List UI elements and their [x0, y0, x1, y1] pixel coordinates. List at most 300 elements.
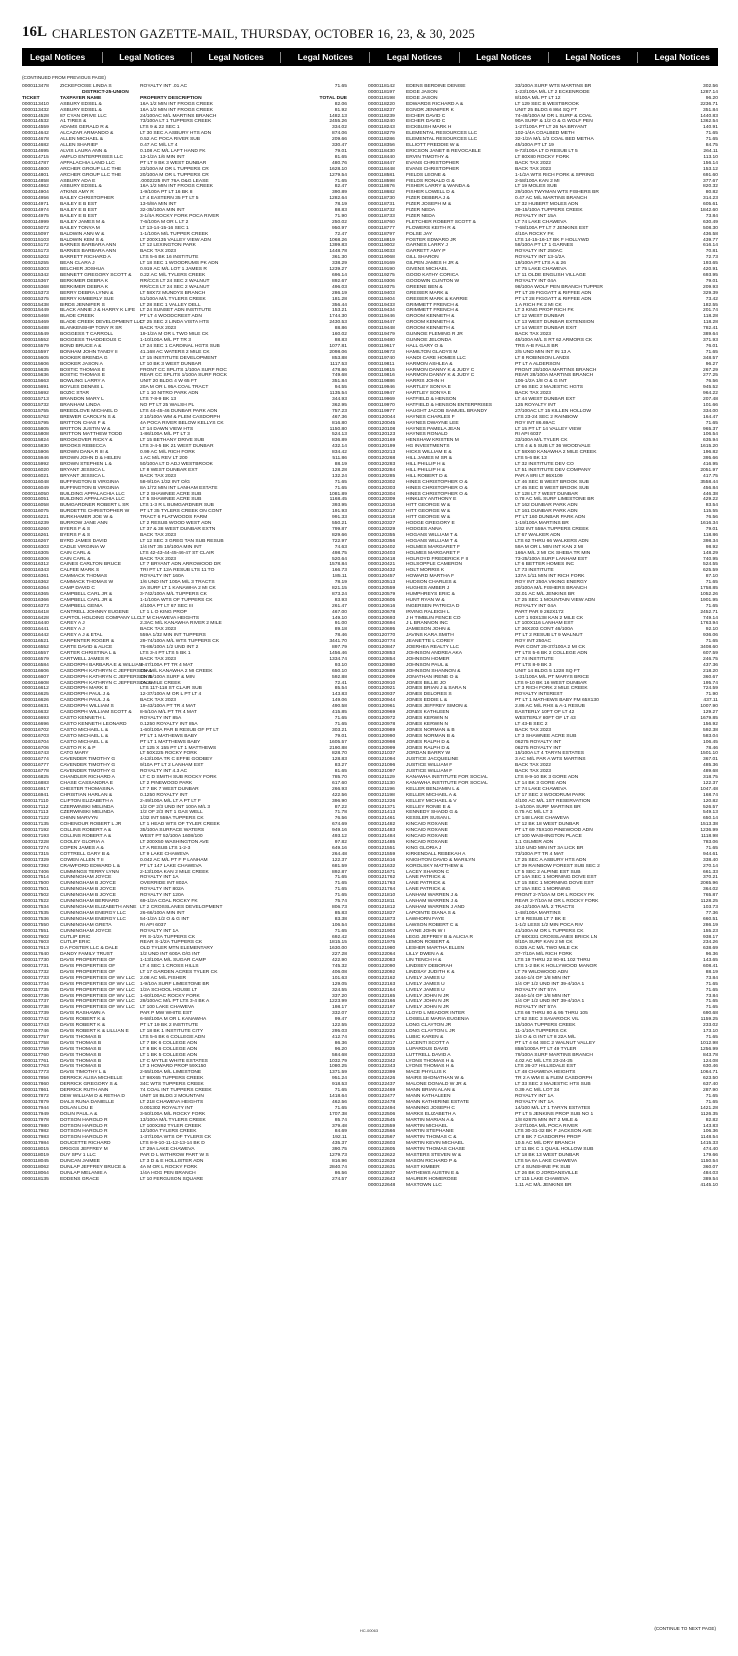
total-cell: 377.67	[703, 178, 718, 184]
taxpayer-cell: BAILEY E B EST	[60, 213, 98, 219]
property-cell: LTS 66 THRU 80 & 95 THRU 105	[515, 1011, 588, 1017]
taxpayer-cell: HOWARD MARTHA F	[406, 574, 455, 580]
taxpayer-cell: GREENE BEN &	[406, 284, 443, 290]
ticket-cell: 0000119433	[368, 302, 395, 308]
property-cell: PT LT 5 JENKINS PROP SUB NO 1	[515, 1111, 594, 1117]
property-cell: 9/10A PT LT 2 LANHAM EST	[140, 763, 204, 769]
total-cell: 71.65	[705, 1034, 718, 1040]
ticket-cell: 0000121810	[368, 893, 396, 899]
property-cell: 1/4 INT 35 19/100A MIN INT	[140, 544, 202, 550]
ticket-cell: 0000114800	[22, 166, 49, 172]
property-cell: 0.108 AC M/L LAFT HAND FK	[140, 148, 206, 154]
total-cell: 128.83	[332, 757, 347, 763]
total-cell: 71.65	[705, 580, 718, 586]
total-cell: 693.95	[703, 273, 718, 278]
property-cell: 2444-1/4 OF 1/8 MIN INT	[515, 975, 571, 981]
property-cell: 3 AC M/L PAR A WTS MARTINS	[515, 757, 586, 763]
taxpayer-cell: ARCHER GROUP LLC THE	[60, 166, 122, 172]
ticket-cell: 0000117535	[22, 910, 49, 916]
taxpayer-cell: COWEN ALLEN T II	[60, 857, 104, 863]
ticket-cell: 0000121827	[368, 910, 396, 916]
property-cell: LT 29A LAKE CHAWEVA	[140, 1147, 195, 1153]
total-cell: 88.83	[334, 208, 347, 214]
ticket-cell: 0000121812	[368, 904, 396, 910]
property-cell: 1-60/100A PAR B RESUB OF PT LT	[140, 727, 219, 733]
taxpayer-cell: MANN KATHERINE ESTATE	[406, 1099, 470, 1105]
taxpayer-cell: DAVIS THOMAS B	[60, 1052, 102, 1058]
ticket-cell: 0000113410	[22, 101, 49, 107]
ticket-cell: 0000116579	[22, 656, 49, 662]
total-cell: 422.90	[332, 958, 347, 964]
continued-on-note: (CONTINUE TO NEXT PAGE)	[654, 1626, 716, 1631]
taxpayer-cell: BARRETT RICHARD A	[60, 255, 111, 261]
property-cell: RI API 6037	[515, 432, 542, 438]
ticket-cell: 0000119033	[368, 249, 395, 255]
taxpayer-cell: BRITTON CHAS F &	[60, 420, 106, 426]
property-cell: 24-12/100A M/L 2 TRACTS	[515, 904, 575, 910]
total-cell: 2065.96	[700, 881, 718, 887]
ticket-cell: 0000121037	[368, 751, 396, 757]
ticket-cell: 0000121096	[368, 763, 396, 769]
total-cell: 85.54	[334, 686, 347, 692]
taxpayer-cell: CANTRELL JOHNNY EUGENE	[60, 609, 129, 615]
total-cell: 193.65	[703, 261, 718, 267]
total-cell: 1758.85	[700, 586, 718, 592]
total-cell: 98.92	[705, 544, 718, 550]
ticket-cell: 0000120972	[368, 715, 396, 721]
property-cell: 19-43/100A PT TR 4 MAT	[140, 704, 196, 710]
taxpayer-cell: MARTIN STEPHANIE	[406, 1129, 454, 1135]
ticket-cell: 0000120318	[368, 515, 396, 521]
taxpayer-cell: JONES RALPH D &	[406, 739, 450, 745]
ticket-cell: 0000117113	[22, 810, 49, 816]
ticket-cell: 0000120693	[368, 615, 396, 621]
taxpayer-cell: LONG CLAYTON L JR	[406, 1029, 456, 1034]
ticket-cell: 0000121559	[368, 851, 396, 857]
taxpayer-cell: JONES NORMAN B &	[406, 733, 455, 739]
taxpayer-cell: MASTERS STEVEN W &	[406, 1153, 462, 1159]
taxpayer-cell: JAVINS KARA SMITH	[406, 633, 454, 639]
property-cell: 3-1/4A ROCKY FORK POCA RIVER	[140, 213, 219, 219]
total-cell: 437.36	[703, 662, 718, 668]
total-cell: 264.11	[703, 148, 718, 154]
total-cell: 88.19	[334, 462, 347, 467]
property-cell: ROYALTY INT 1A	[515, 1093, 554, 1099]
ticket-cell: 0000116632	[22, 710, 49, 716]
taxpayer-cell: HITT GEORGE W &	[406, 503, 451, 509]
total-cell: 122.37	[703, 780, 718, 786]
property-cell: LT 45 SEC B WEST BROOK SUB	[515, 485, 589, 491]
property-cell: WEST PT 52/100A 1608/100	[140, 834, 203, 840]
total-cell: 3441.70	[329, 639, 347, 645]
ticket-cell: 0000116058	[22, 503, 49, 509]
property-cell: ROYALTY INT 04A	[515, 603, 557, 609]
ticket-cell: 0000118797	[368, 231, 395, 237]
total-cell: 106.36	[703, 1129, 718, 1135]
taxpayer-cell: GREISER MARK & KARRIE	[406, 296, 468, 302]
ticket-cell: 0000120579	[368, 591, 396, 597]
total-cell: 143.65	[703, 958, 718, 964]
total-cell: 71.65	[705, 639, 718, 645]
taxpayer-cell: HILL ROBERT D &	[406, 473, 448, 479]
total-cell: 630.49	[703, 219, 718, 225]
property-cell: LT M CHAWEVA HEIGHTS	[140, 615, 200, 621]
total-cell: 118.28	[703, 314, 718, 320]
taxpayer-cell: CUNNINGHAM B JOYCE	[60, 887, 116, 893]
ticket-cell: 0000116075	[22, 509, 49, 515]
property-cell: LT 200X50 WASHINGTON AVE	[140, 840, 209, 845]
property-cell: OLD TYLER MTN ELEMENTARY	[140, 946, 214, 952]
ticket-cell: 0000119970	[368, 402, 395, 408]
taxpayer-cell: HARMON DANNY K & JUDY C	[406, 373, 475, 379]
property-cell: 73/100A PT TR 4 MAT	[515, 851, 564, 857]
property-cell: TRACT 6 FLATWOODS FARM	[140, 515, 208, 521]
taxpayer-cell: LAWHORN FAYE	[406, 916, 445, 922]
taxpayer-cell: JOHNSON ANDREA AKA	[406, 651, 462, 656]
ticket-cell: 0000116607	[22, 674, 49, 680]
ticket-cell: 0000122469	[368, 1088, 396, 1094]
property-cell: 58-9/10A 1/32 INT O/G	[140, 479, 190, 485]
ticket-cell: 0000121413	[368, 810, 396, 816]
taxpayer-cell: CUNNINGHAM B JOYCE	[60, 881, 116, 887]
property-cell: LTS 3-4 PT LTS 5 BK 1	[140, 651, 191, 656]
taxpayer-cell: LANE PATRICK &	[406, 881, 446, 887]
property-cell: LT C MYTLE WHITE ESTATES	[140, 1058, 208, 1064]
total-cell: 1456.46	[329, 651, 347, 656]
total-cell: 674.69	[332, 822, 347, 828]
taxpayer-cell: LUCENTI SCOTT A	[406, 1040, 450, 1046]
right-rows	[368, 84, 718, 1188]
property-cell: PT LT 1 MATTHEWS BABY	[140, 739, 201, 745]
total-cell: 478.86	[332, 367, 347, 373]
ticket-cell: 0000117550	[22, 922, 49, 928]
total-cell: 96.20	[705, 95, 718, 101]
property-cell: UNIT 25 BLDG 6 864 SQ FT	[515, 107, 578, 113]
property-cell: 1-1/2A WTS RICH FORK & SPRING	[515, 172, 595, 178]
taxpayer-cell: ALVIS LAURA ANN &	[60, 148, 107, 154]
taxpayer-cell: CASTO R K & P	[60, 745, 96, 751]
total-cell: 1118.98	[701, 834, 718, 840]
ticket-cell: 0000122437	[368, 1082, 396, 1088]
ticket-cell: 0000116917	[22, 786, 49, 792]
property-cell: 16A 1/2 MIN INT FROGS CREEK	[140, 101, 214, 107]
total-cell: 140.91	[703, 125, 718, 131]
taxpayer-cell: GARNES LARRY J	[406, 243, 448, 249]
ticket-cell: 0000122291	[368, 1034, 396, 1040]
ticket-cell: 0000117122	[22, 816, 49, 822]
taxpayer-cell: KANAWHA INSTITUTE FOR SOCIAL	[406, 780, 488, 786]
page-number: 16L	[22, 24, 48, 40]
total-cell: 635.94	[703, 438, 718, 444]
property-cell: ROYALTY INT 57A	[515, 987, 557, 993]
ticket-cell: 0000114678	[22, 137, 49, 143]
ticket-cell: 0000115103	[22, 237, 49, 243]
ticket-cell: 0000118243	[368, 125, 395, 131]
taxpayer-cell: FOLSE JAY	[406, 231, 432, 237]
ticket-cell: 0000116706	[22, 745, 49, 751]
ticket-cell: 0000120853	[368, 651, 396, 656]
property-cell: 51/100A M/L TYLERS CREEK	[140, 296, 206, 302]
taxpayer-cell: HG INVESTMENTS	[406, 444, 450, 450]
taxpayer-cell: LIVELY JOHN N JR	[406, 999, 450, 1005]
property-cell: LT 1 10 NITRO PARK ADN	[140, 391, 199, 397]
property-cell: 1/4A HOG PEN BRANCH	[140, 1170, 196, 1176]
footer-code: HC-00063	[359, 1628, 379, 1633]
ticket-cell: 0000115303	[22, 267, 49, 273]
taxpayer-cell: ASBURY EDSEL &	[60, 101, 102, 107]
property-cell: 1/6 UND INT 100A M/L 3 TRACTS	[140, 580, 215, 586]
property-cell: LT C D SMITH SUB ROCKY FORK	[140, 775, 217, 781]
ticket-cell: 0000114532	[22, 119, 49, 125]
taxpayer-cell: BAILEY CHRISTOPHER	[60, 196, 114, 202]
total-cell: 951.24	[332, 1076, 347, 1082]
total-cell: 106.54	[332, 922, 347, 928]
property-cell: PT LT 19 BK 2 INSTITUTE	[140, 1023, 199, 1029]
property-cell: LT 9 LAKE CHAWEVA	[140, 851, 189, 857]
taxpayer-cell: DAVIS PROPERTIES OF WV LLC	[60, 987, 135, 993]
taxpayer-cell: BERRY KIMBERLY SUE	[60, 296, 114, 302]
continued-from-note: (CONTINUED FROM PREVIOUS PAGE)	[22, 75, 106, 80]
total-cell: 1223.99	[329, 999, 347, 1005]
taxpayer-cell: BLADE CREEK	[60, 314, 95, 320]
ticket-cell: 0000121946	[368, 934, 396, 940]
taxpayer-cell: 87 CYAN DRIVE LLC	[60, 113, 107, 119]
property-cell: 2A SURF LT 1 KANAWHA 2 MI CK	[140, 586, 216, 592]
taxpayer-cell: GILPEN JAMES H JR &	[406, 261, 459, 267]
taxpayer-cell: CASDORPH PAUL J &	[60, 698, 110, 704]
property-cell: ROYALTY INT 15A	[515, 213, 557, 219]
ticket-cell: 0000122631	[368, 1164, 396, 1170]
total-cell: 1615.20	[700, 444, 718, 450]
total-cell: 101.66	[703, 402, 718, 408]
total-cell: 1421.28	[700, 1105, 718, 1111]
property-cell: LT 66 SEC 2 MAJESTIC HGTS	[515, 385, 584, 391]
property-cell: TRS A-B FALLS BR	[515, 343, 559, 349]
taxpayer-cell: JONES KATHLEEN	[406, 710, 450, 716]
total-cell: 1440.83	[700, 113, 718, 119]
total-cell: 938.17	[703, 934, 718, 940]
taxpayer-cell: CAMPBELL CARL JR &	[60, 597, 113, 603]
property-cell: LTS 8-9-10-11-12-13-14 BK D	[140, 1141, 205, 1147]
ticket-cell: 0000121130	[368, 780, 395, 786]
taxpayer-cell: BYERS F & S	[60, 526, 91, 532]
property-cell: 0.22 AC M/L TYLERS CREEK	[140, 273, 206, 278]
ticket-cell: 0000121196	[368, 786, 395, 792]
property-cell: PT LT 1 MATHEWS BABY	[140, 733, 198, 739]
ticket-cell: 0000117315	[22, 851, 49, 857]
property-cell: LT 218 CHAWEVA HEIGHTS	[140, 1099, 204, 1105]
ticket-cell: 0000120999	[368, 745, 396, 751]
taxpayer-cell: HOLMES MARGARET F	[406, 550, 460, 556]
taxpayer-cell: HOLT MORRIS K	[406, 568, 445, 574]
taxpayer-cell: JOHNSON SHANNON &	[406, 668, 461, 674]
property-cell: 1-10/100A M/L PT TR 3	[140, 337, 192, 343]
property-cell: 166A M/L 2 MI CK SHEBA TR MIN	[515, 550, 591, 556]
property-cell: BACK TAX 2023	[140, 656, 176, 662]
ticket-cell: 0000118135	[22, 1176, 49, 1182]
property-cell: 0.1250 ROYALTY INT 85A	[140, 721, 198, 727]
taxpayer-cell: HITT GEORGE W &	[406, 515, 451, 521]
total-cell: 132.24	[332, 473, 347, 479]
property-cell: .0002225 INT 76A O&G LEASE	[140, 178, 209, 184]
property-cell: LT 73 INSTITUTE	[515, 568, 554, 574]
property-cell: 32-1/2A M/L 1/3 COAL BED METHA	[515, 137, 594, 143]
ticket-cell: 0000116020	[22, 467, 49, 473]
ticket-cell: 0000115072	[22, 225, 49, 231]
property-cell: LT 1 BK 5 COLLEGE ADN	[140, 1052, 198, 1058]
ticket-cell: 0000120302	[368, 479, 396, 485]
ticket-header: TICKET	[22, 95, 40, 101]
property-cell: LT 15A SEC 1 MORNING	[515, 887, 571, 893]
property-cell: UNIT 14 BLDG 5 1228 SQ FT	[515, 668, 580, 674]
taxpayer-cell: D A FOSTER LLC & DALE	[60, 946, 118, 952]
ticket-cell: 0000113432	[22, 107, 49, 113]
ticket-cell: 0000115552	[22, 337, 49, 343]
property-cell: 11-1/10A TUPPERS CK	[515, 1029, 567, 1034]
property-cell: 1A 2 MILE CREEK	[140, 680, 181, 686]
property-cell: ROYALTY INT 1A	[140, 928, 179, 934]
ticket-cell: 0000115755	[22, 408, 49, 414]
property-cell: 15/100A TUPPERS CREEK	[515, 1023, 576, 1029]
ticket-cell: 0000120678	[368, 609, 396, 615]
property-cell: 0.39 AC M/L LOT 34	[515, 1088, 560, 1094]
taxpayer-cell: JOERHEA REALTY LLC	[406, 645, 460, 651]
property-cell: PT LT 69 75X100 PINEWOOD ADN	[515, 828, 593, 834]
total-cell: 396.90	[332, 798, 347, 804]
property-cell: PT LT 1 MATHEWS BABY FM 65X130	[515, 698, 599, 704]
property-cell: ROYALTY INT 1A	[515, 1099, 554, 1105]
taxpayer-cell: EDDENS GRACE	[60, 1176, 100, 1182]
total-cell: 318.75	[703, 775, 718, 781]
total-cell: 71.65	[334, 893, 347, 899]
taxpayer-cell: JUSTICE WILLIAM F	[406, 769, 453, 775]
ticket-cell: 0000122167	[368, 1005, 396, 1011]
property-cell: 19/100A PT LTS A & 26	[515, 261, 566, 267]
total-cell: 638.69	[703, 946, 718, 952]
property-cell: BACK TAX 2023	[140, 473, 176, 479]
taxpayer-cell: EVANS CHRISTOPHER	[406, 166, 460, 172]
ticket-cell: 0000116441	[22, 627, 49, 633]
total-cell: 661.33	[703, 869, 718, 875]
total-cell: 371.93	[703, 337, 718, 343]
total-cell: 429.22	[703, 497, 718, 503]
ticket-cell: 0000116552	[22, 645, 49, 651]
ticket-cell: 0000119404	[368, 296, 395, 302]
ticket-cell: 0000119886	[368, 379, 395, 385]
taxpayer-cell: GUNNOE FLEMING R JR	[406, 332, 463, 338]
property-cell: LT 4 SEC 1 CROSS HILLS	[140, 964, 199, 970]
total-cell: 71.65	[334, 887, 347, 893]
ticket-cell: 0000118064	[22, 1170, 49, 1176]
taxpayer-cell: BOGGESS THADDEOUS C	[60, 337, 122, 343]
property-cell: 15/100A LT 4 TARYN ESTATES	[515, 751, 584, 757]
ticket-cell: 0000116303	[22, 544, 49, 550]
ticket-cell: 0000118440	[368, 154, 395, 160]
total-cell: 149.06	[332, 698, 347, 704]
ticket-cell: 0000116626	[22, 698, 49, 704]
property-cell: 33/100A SURF WTS MARTINS BR	[515, 84, 592, 89]
taxpayer-cell: MAXTOWN LLC	[406, 1182, 442, 1188]
ticket-cell: 0000120457	[368, 574, 396, 580]
taxpayer-cell: BROWN DANA R III &	[60, 450, 109, 456]
taxpayer-cell: BAILEY E B EST	[60, 202, 98, 208]
total-cell: 234.26	[703, 940, 718, 946]
total-cell: 379.48	[332, 1123, 347, 1129]
taxpayer-cell: COOLEY GLORIA A	[60, 840, 105, 845]
ticket-cell: 0000117732	[22, 969, 49, 975]
taxpayer-cell: EVANS CHRISTOPHER	[406, 160, 460, 166]
property-cell: 1/4 OF 1/2 UND INT 39-4/10A 1	[515, 999, 585, 1005]
total-cell: 324.55	[332, 987, 347, 993]
ticket-cell: 0000117944	[22, 1105, 49, 1111]
ticket-cell: 0000122092	[368, 969, 396, 975]
property-cell: LT 3 HOWARD PROP 59X150	[140, 1064, 207, 1070]
ticket-cell: 0000116743	[22, 751, 49, 757]
property-cell: REAR 2-7/10A M OR L ROCKY FORK	[515, 899, 599, 905]
taxpayer-cell: BROOKOVER RICKY &	[60, 438, 113, 444]
property-header: PROPERTY DESCRIPTION	[140, 95, 202, 101]
total-cell: 84.69	[334, 1129, 347, 1135]
property-cell: LT 46 SEC B WEST BROOK SUB	[515, 479, 589, 485]
ticket-cell: 0000116704	[22, 739, 49, 745]
total-cell: 155.23	[703, 928, 718, 934]
taxpayer-cell: MATHEWS AUSTIN E &	[406, 1170, 459, 1176]
taxpayer-cell: BROOKS REBECCA	[60, 444, 106, 450]
property-cell: 32.01 AC M/L JENKINS BR	[515, 591, 575, 597]
property-cell: LTS 19 THRU 22 90-91 102 THRU	[515, 958, 591, 964]
ticket-cell: 0000120285	[368, 473, 396, 479]
taxpayer-cell: CUTLIP ERIC	[60, 940, 91, 946]
property-cell: RR/CCS LT 24 SEC 2 WALNUT	[140, 284, 210, 290]
taxpayer-cell: CUNNINGHAM JOYCE	[60, 875, 112, 881]
property-cell: 73/100A LT 1 TUPPERS CREEK	[140, 119, 212, 125]
ticket-cell: 0000119479	[368, 332, 395, 338]
total-cell: 82.06	[334, 101, 347, 107]
ticket-cell: 0000119946	[368, 385, 395, 391]
ticket-cell: 0000117949	[22, 1111, 49, 1117]
ticket-cell: 0000119816	[368, 373, 395, 379]
property-cell: BACK TAX 2023	[140, 532, 176, 538]
ticket-cell: 0000117602	[22, 934, 49, 940]
total-cell: 1371.59	[329, 1070, 347, 1076]
property-cell: 1-48/100A MARTINS	[515, 910, 561, 916]
property-cell: ROYALTY INT 802A	[140, 887, 184, 893]
ticket-cell: 0000117536	[22, 916, 49, 922]
total-cell: 722.97	[332, 538, 347, 544]
property-cell: 74-49/100A M OR L SURF & COAL	[515, 113, 593, 119]
taxpayer-cell: LILLY DWEN A &	[406, 952, 444, 958]
ticket-cell: 0000120559	[368, 586, 396, 592]
taxpayer-cell: JOHNSON HOMER	[406, 656, 450, 662]
ticket-cell: 0000116239	[22, 521, 49, 527]
ticket-cell: 0000120108	[368, 426, 396, 432]
ticket-cell: 0000118676	[368, 184, 395, 190]
ticket-cell: 0000116778	[22, 769, 49, 775]
property-cell: 4/100A PT LT 67 SEC III	[140, 603, 194, 609]
total-cell: 526.57	[703, 804, 718, 810]
taxpayer-cell: BURDETTE CHRISTOPHER W	[60, 509, 130, 515]
taxpayer-cell: CAMPBELL CARL JR &	[60, 591, 113, 597]
property-cell: 34C WTS TUPPERS CREEK	[140, 1082, 204, 1088]
property-cell: 1-1/100A WTS OF TUPPERS CK	[140, 597, 213, 603]
total-cell: 991.33	[332, 515, 347, 521]
property-cell: LT 50X225 ROCKY FORK	[140, 751, 198, 757]
taxpayer-header: TAXPAYER NAME	[60, 95, 102, 101]
total-cell: 836.89	[332, 438, 347, 444]
district-heading: DISTRICT-25-UNION	[82, 89, 129, 95]
total-cell: 816.96	[332, 1158, 347, 1164]
property-cell: 3-742/100A M/L TUPPERS CK	[140, 591, 207, 597]
